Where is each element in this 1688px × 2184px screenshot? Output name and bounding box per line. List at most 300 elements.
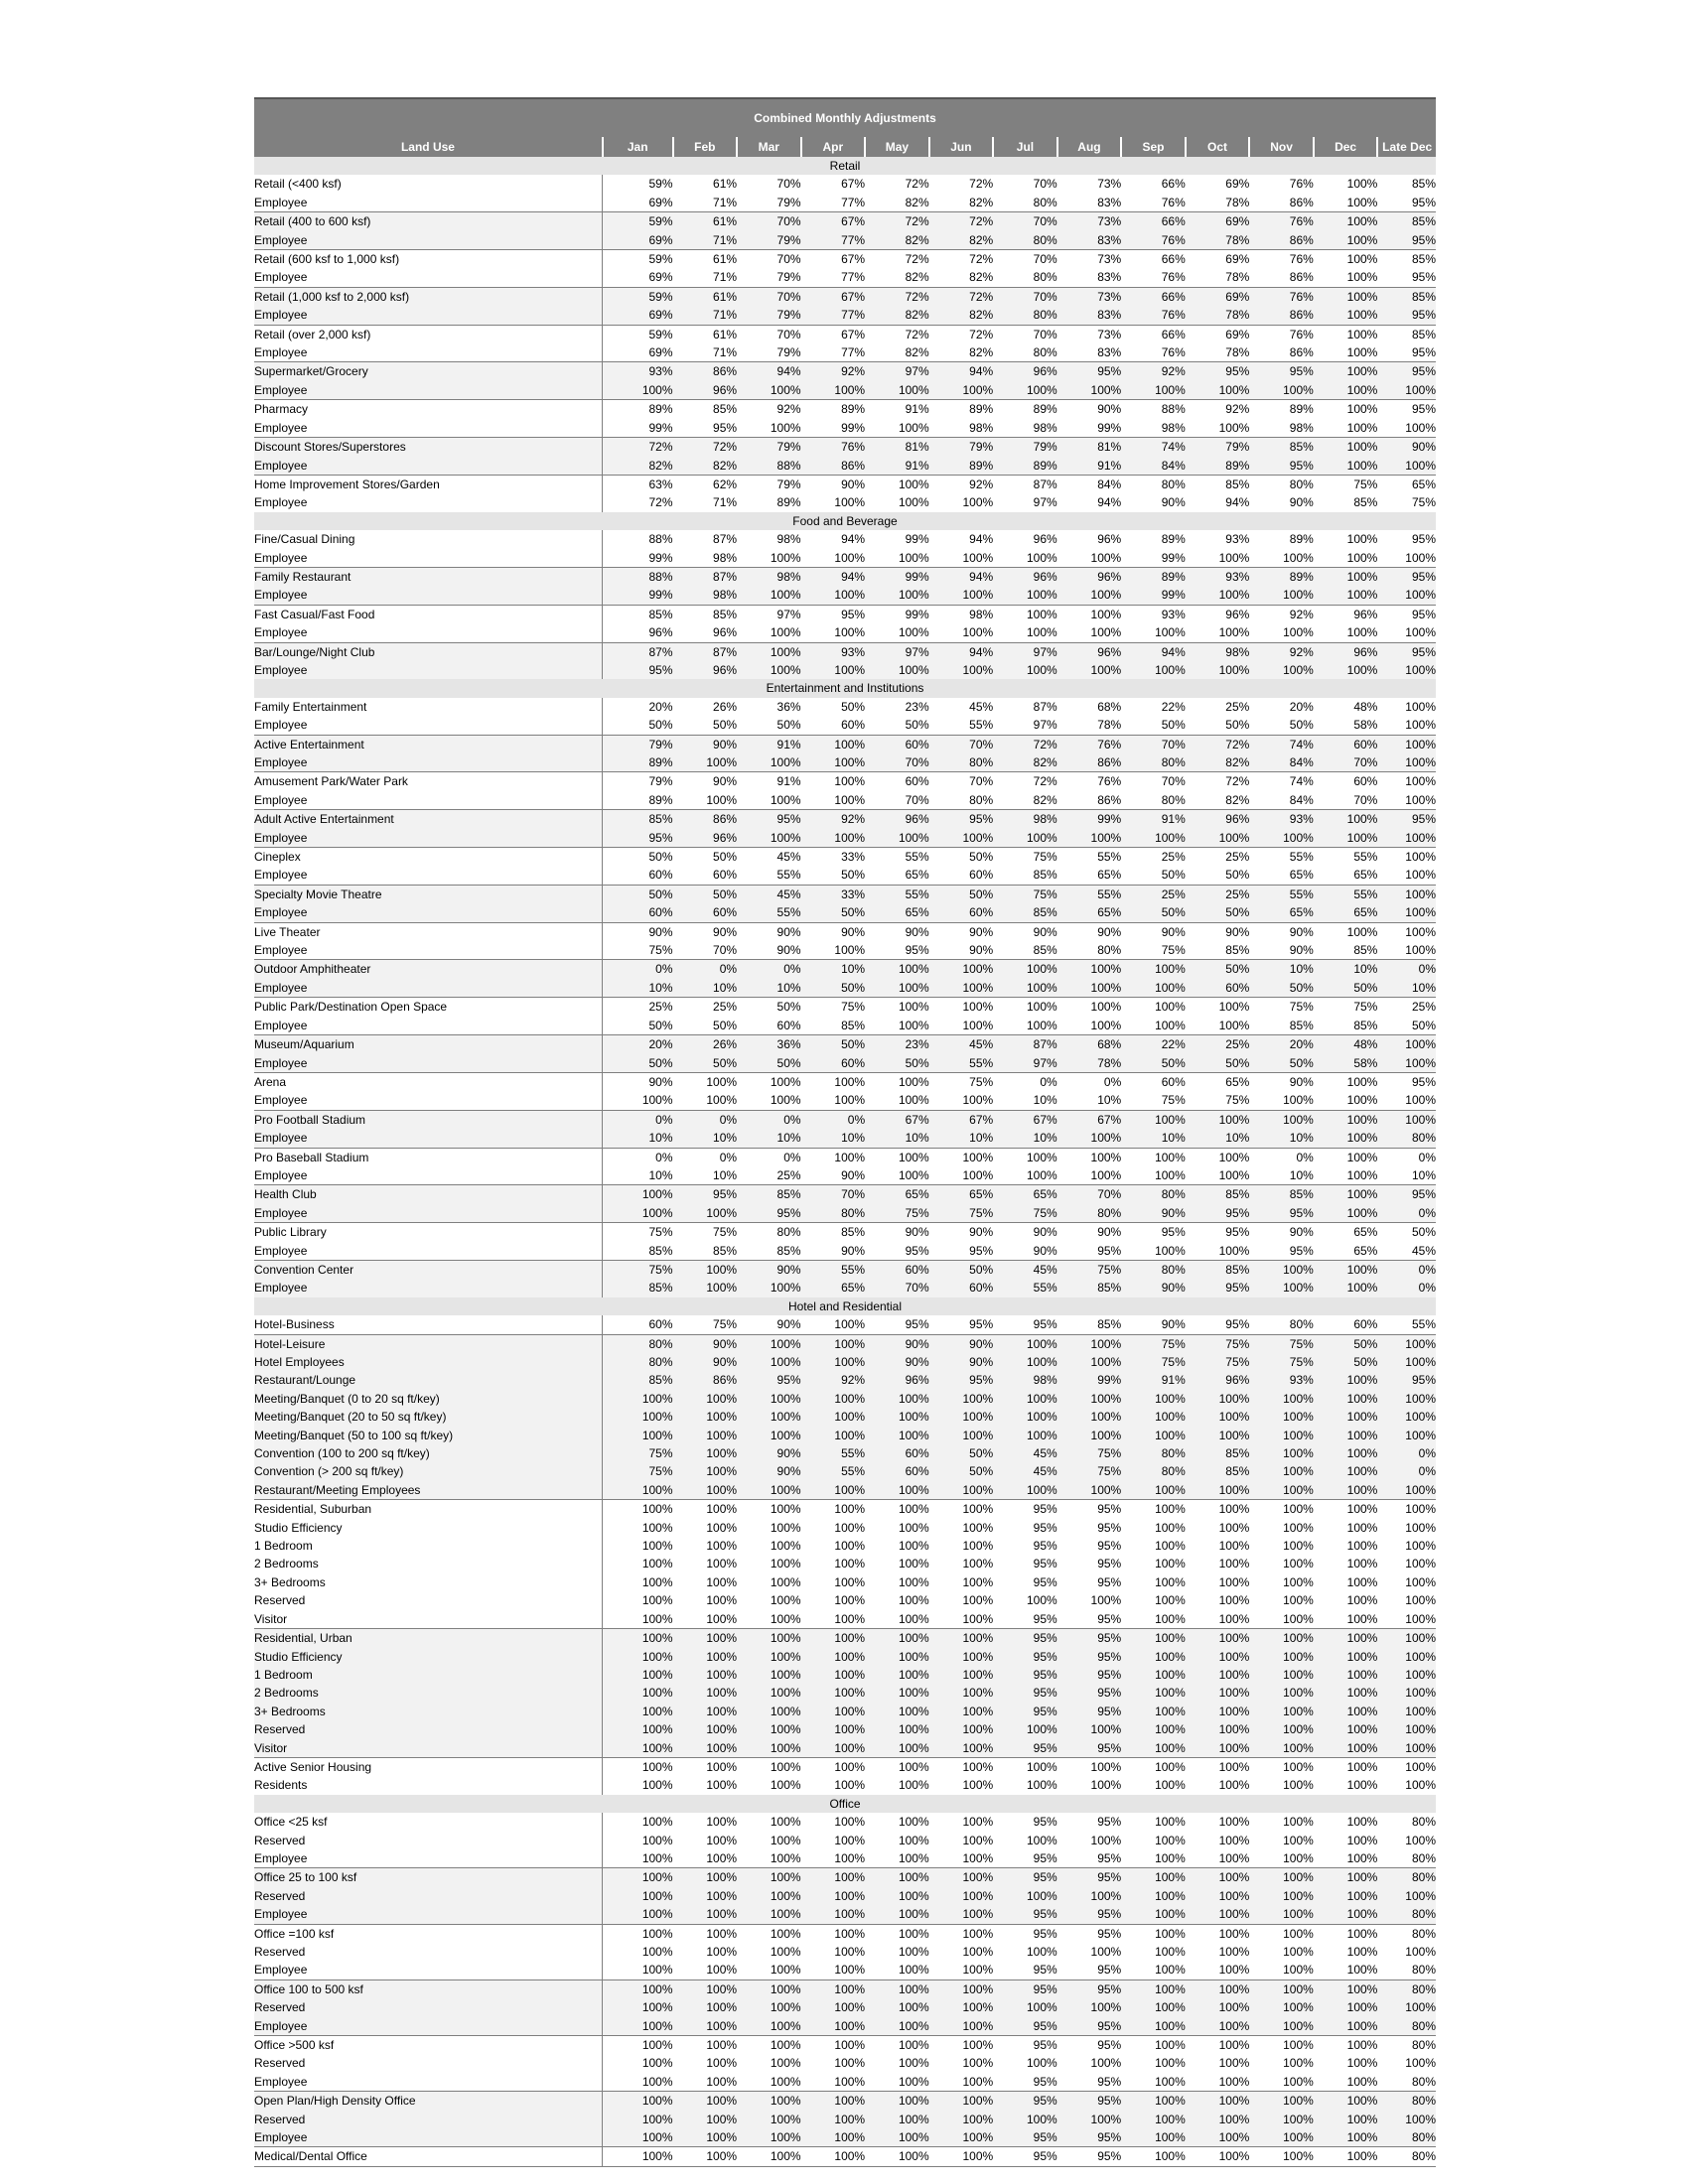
table-cell: 100%	[1249, 586, 1314, 605]
table-row	[254, 549, 1436, 568]
table-cell: 100%	[865, 475, 929, 493]
table-cell: 95%	[1097, 2074, 1122, 2089]
table-cell: 55%	[1249, 885, 1314, 903]
row-label: Open Plan/High Density Office	[254, 2092, 603, 2111]
table-cell: 92%	[929, 475, 994, 493]
table-cell: 94%	[929, 642, 994, 661]
table-cell: 100%	[673, 1279, 738, 1297]
table-cell: 100%	[865, 1703, 929, 1720]
table-cell: 10%	[1186, 1129, 1250, 1148]
table-cell: 100%	[1405, 1574, 1436, 1589]
table-cell: 70%	[865, 1279, 929, 1297]
table-cell: 90%	[929, 1223, 994, 1242]
table-cell: 95%	[1057, 1739, 1122, 1758]
table-cell: 76%	[1057, 772, 1122, 791]
table-row	[254, 960, 1436, 979]
table-cell: 100%	[1121, 2092, 1186, 2111]
table-cell: 100%	[1283, 1093, 1314, 1108]
row-label: Employee	[254, 2017, 603, 2036]
table-cell: 100%	[1377, 903, 1436, 922]
table-cell: 10%	[1097, 1093, 1122, 1108]
table-cell: 100%	[1314, 1666, 1378, 1684]
table-cell: 100%	[641, 1574, 673, 1589]
table-cell: 60%	[603, 903, 673, 922]
table-cell: 65%	[1097, 868, 1122, 883]
table-cell: 85%	[1411, 177, 1436, 192]
table-cell: 85%	[1289, 1018, 1314, 1032]
table-cell: 100%	[1249, 1757, 1314, 1776]
table-cell: 75%	[1161, 943, 1186, 958]
table-cell: 100%	[1121, 1481, 1186, 1500]
row-label: Public Library	[254, 1223, 603, 1242]
table-row	[254, 848, 1436, 867]
table-cell: 20%	[1249, 1035, 1314, 1054]
column-header: Apr	[801, 137, 866, 157]
table-cell: 89%	[993, 400, 1057, 419]
table-cell: 100%	[1314, 1720, 1378, 1738]
table-cell: 100%	[834, 1815, 866, 1830]
table-cell: 100%	[770, 792, 801, 807]
table-cell: 100%	[898, 1167, 929, 1182]
table-cell: 80%	[1377, 2147, 1436, 2166]
table-cell: 80%	[1411, 1850, 1436, 1865]
table-cell: 55%	[1411, 1317, 1436, 1332]
table-cell: 95%	[993, 1666, 1057, 1684]
table-cell: 75%	[1411, 495, 1436, 510]
table-cell: 82%	[865, 231, 929, 250]
table-cell: 84%	[1121, 457, 1186, 476]
table-row	[254, 979, 1436, 998]
table-cell: 82%	[929, 306, 994, 325]
table-row	[254, 623, 1436, 642]
table-row	[254, 250, 1436, 269]
table-cell: 20%	[1289, 699, 1314, 714]
table-cell: 100%	[865, 1148, 929, 1166]
table-cell: 100%	[1377, 848, 1436, 867]
table-cell: 65%	[1353, 1243, 1378, 1258]
table-cell: 62%	[673, 475, 738, 493]
table-cell: 76%	[1121, 306, 1186, 325]
table-cell: 73%	[1057, 287, 1122, 306]
table-cell: 0%	[1377, 1462, 1436, 1480]
row-label: Reserved	[254, 1591, 603, 1609]
table-cell: 100%	[929, 1408, 994, 1426]
table-cell: 100%	[1377, 753, 1436, 772]
table-cell: 100%	[603, 1500, 673, 1519]
table-cell: 100%	[1249, 1444, 1314, 1462]
table-cell: 100%	[1283, 1963, 1314, 1978]
table-cell: 10%	[1033, 1093, 1057, 1108]
table-cell: 100%	[801, 1666, 866, 1684]
table-cell: 95%	[1097, 1557, 1122, 1571]
table-cell: 100%	[1218, 1963, 1250, 1978]
table-cell: 100%	[1377, 1648, 1436, 1666]
table-cell: 100%	[898, 2056, 929, 2071]
table-cell: 61%	[673, 250, 738, 269]
table-cell: 75%	[993, 848, 1057, 867]
table-cell: 61%	[673, 325, 738, 343]
table-cell: 55%	[865, 885, 929, 903]
table-cell: 100%	[1377, 922, 1436, 941]
table-cell: 90%	[1161, 1317, 1186, 1332]
table-cell: 0%	[737, 1110, 801, 1129]
table-cell: 95%	[1057, 1500, 1122, 1519]
table-cell: 100%	[801, 1924, 866, 1943]
table-cell: 87%	[993, 475, 1057, 493]
table-cell: 72%	[905, 177, 929, 192]
table-cell: 65%	[1289, 868, 1314, 883]
table-cell: 100%	[1314, 1279, 1378, 1297]
table-cell: 98%	[1186, 642, 1250, 661]
table-cell: 73%	[1097, 177, 1122, 192]
table-cell: 95%	[905, 1243, 929, 1258]
row-label: Employee	[254, 941, 603, 960]
table-cell: 100%	[1090, 1167, 1122, 1182]
table-cell: 100%	[706, 1539, 738, 1554]
table-cell: 100%	[834, 792, 866, 807]
table-cell: 100%	[737, 1887, 801, 1905]
table-cell: 100%	[1186, 381, 1250, 400]
table-cell: 85%	[1186, 1462, 1250, 1480]
table-cell: 86%	[1289, 270, 1314, 285]
table-cell: 100%	[801, 1757, 866, 1776]
table-cell: 95%	[1411, 195, 1436, 209]
table-cell: 100%	[962, 1611, 994, 1626]
table-cell: 100%	[737, 1629, 801, 1648]
table-cell: 100%	[962, 1574, 994, 1589]
table-cell: 100%	[706, 1963, 738, 1978]
table-cell: 0%	[603, 960, 673, 979]
table-cell: 100%	[641, 1963, 673, 1978]
table-cell: 72%	[1186, 735, 1250, 753]
table-cell: 95%	[1249, 457, 1314, 476]
row-label: Reserved	[254, 1943, 603, 1961]
row-label: Retail (over 2,000 ksf)	[254, 325, 603, 343]
table-cell: 55%	[865, 848, 929, 867]
table-cell: 100%	[1121, 1110, 1186, 1129]
table-cell: 100%	[1186, 2128, 1250, 2147]
table-cell: 95%	[1411, 345, 1436, 360]
table-cell: 100%	[1283, 2074, 1314, 2089]
table-cell: 100%	[1218, 1243, 1250, 1258]
table-row	[254, 457, 1436, 476]
table-cell: 91%	[737, 772, 801, 791]
table-cell: 100%	[1283, 1557, 1314, 1571]
table-cell: 100%	[603, 381, 673, 400]
table-cell: 50%	[1186, 960, 1250, 979]
table-cell: 67%	[1057, 1110, 1122, 1129]
table-cell: 72%	[929, 287, 994, 306]
table-cell: 90%	[865, 922, 929, 941]
table-cell: 23%	[865, 1035, 929, 1054]
table-cell: 85%	[1353, 943, 1378, 958]
table-cell: 100%	[865, 1481, 929, 1500]
table-cell: 100%	[737, 1334, 801, 1353]
table-cell: 95%	[1289, 1243, 1314, 1258]
table-cell: 100%	[603, 1427, 673, 1444]
table-cell: 100%	[673, 1998, 738, 2016]
table-cell: 50%	[603, 1054, 673, 1073]
table-cell: 79%	[993, 438, 1057, 457]
table-cell: 50%	[929, 1260, 994, 1279]
table-cell: 100%	[1057, 1408, 1122, 1426]
table-cell: 100%	[898, 495, 929, 510]
table-cell: 100%	[737, 1500, 801, 1519]
table-cell: 55%	[969, 718, 994, 733]
table-cell: 100%	[1218, 1833, 1250, 1847]
table-cell: 100%	[962, 2056, 994, 2071]
table-cell: 95%	[993, 2147, 1057, 2166]
table-cell: 10%	[1411, 1167, 1436, 1182]
table-cell: 50%	[1225, 868, 1250, 883]
table-cell: 33%	[801, 885, 866, 903]
table-cell: 95%	[993, 2092, 1057, 2111]
table-cell: 70%	[993, 250, 1057, 269]
table-cell: 60%	[865, 1260, 929, 1279]
table-cell: 100%	[834, 550, 866, 565]
table-cell: 74%	[1121, 438, 1186, 457]
table-cell: 90%	[673, 735, 738, 753]
table-cell: 76%	[1121, 231, 1186, 250]
table-row	[254, 1832, 1436, 1849]
table-cell: 100%	[801, 1481, 866, 1500]
table-row	[254, 2073, 1436, 2092]
table-cell: 100%	[737, 2147, 801, 2166]
row-label: Supermarket/Grocery	[254, 362, 603, 381]
table-cell: 60%	[648, 1317, 673, 1332]
table-cell: 100%	[1155, 2056, 1186, 2071]
table-cell: 85%	[801, 1223, 866, 1242]
table-cell: 60%	[1314, 735, 1378, 753]
table-cell: 100%	[929, 2111, 994, 2128]
table-cell: 60%	[929, 903, 994, 922]
table-cell: 100%	[706, 1945, 738, 1959]
table-cell: 94%	[841, 532, 866, 547]
table-cell: 0%	[1377, 1148, 1436, 1166]
table-cell: 72%	[865, 287, 929, 306]
table-cell: 83%	[1057, 231, 1122, 250]
table-cell: 70%	[801, 1185, 866, 1204]
table-cell: 59%	[603, 250, 673, 269]
table-cell: 71%	[673, 306, 738, 325]
table-cell: 97%	[993, 1054, 1057, 1073]
table-cell: 100%	[1249, 1887, 1314, 1905]
table-cell: 100%	[673, 1979, 738, 1998]
table-cell: 95%	[1097, 1815, 1122, 1830]
table-cell: 100%	[1027, 1945, 1057, 1959]
table-cell: 10%	[1314, 960, 1378, 979]
table-cell: 10%	[603, 1129, 673, 1148]
table-cell: 80%	[1097, 943, 1122, 958]
table-cell: 80%	[1121, 475, 1186, 493]
table-cell: 100%	[737, 1684, 801, 1702]
table-cell: 81%	[1057, 438, 1122, 457]
table-cell: 80%	[1377, 1905, 1436, 1924]
table-cell: 80%	[929, 753, 994, 772]
row-label: Pro Football Stadium	[254, 1110, 603, 1129]
row-label: Employee	[254, 661, 603, 679]
table-cell: 100%	[929, 829, 994, 848]
table-cell: 95%	[1033, 1850, 1057, 1865]
table-row	[254, 1905, 1436, 1924]
table-cell: 95%	[1249, 362, 1314, 381]
row-label: Residential, Suburban	[254, 1500, 603, 1519]
row-label: Hotel-Business	[254, 1315, 603, 1334]
table-cell: 95%	[1097, 1574, 1122, 1589]
row-label: 1 Bedroom	[254, 1537, 603, 1555]
table-cell: 67%	[801, 212, 866, 231]
table-cell: 100%	[1027, 625, 1057, 640]
table-cell: 0%	[993, 1072, 1057, 1091]
table-cell: 100%	[1155, 1574, 1186, 1589]
table-cell: 100%	[1346, 2056, 1378, 2071]
table-cell: 100%	[1283, 2056, 1314, 2071]
table-cell: 93%	[801, 642, 866, 661]
table-row	[254, 306, 1436, 325]
table-cell: 100%	[1155, 1018, 1186, 1032]
table-cell: 96%	[865, 810, 929, 829]
table-cell: 95%	[929, 1371, 994, 1389]
table-cell: 100%	[1314, 1427, 1378, 1444]
table-cell: 10%	[737, 979, 801, 998]
table-cell: 70%	[1353, 792, 1378, 807]
table-cell: 100%	[706, 1815, 738, 1830]
table-cell: 100%	[801, 1684, 866, 1702]
table-cell: 77%	[841, 195, 866, 209]
table-row	[254, 381, 1436, 400]
table-cell: 100%	[834, 1317, 866, 1332]
table-cell: 100%	[993, 998, 1057, 1017]
table-cell: 100%	[641, 2056, 673, 2071]
table-cell: 67%	[993, 1110, 1057, 1129]
table-cell: 80%	[1377, 1129, 1436, 1148]
table-cell: 79%	[737, 231, 801, 250]
table-cell: 80%	[1033, 195, 1057, 209]
table-cell: 98%	[737, 567, 801, 586]
table-cell: 100%	[929, 1757, 994, 1776]
table-cell: 100%	[929, 661, 994, 679]
table-cell: 78%	[1225, 270, 1250, 285]
table-cell: 0%	[603, 1148, 673, 1166]
row-label: Employee	[254, 1091, 603, 1110]
table-cell: 100%	[706, 1833, 738, 1847]
table-cell: 100%	[1249, 381, 1314, 400]
table-cell: 90%	[1249, 922, 1314, 941]
row-label: Reserved	[254, 1887, 603, 1905]
table-cell: 97%	[737, 605, 801, 623]
table-cell: 80%	[1121, 1260, 1186, 1279]
table-cell: 93%	[1121, 605, 1186, 623]
table-cell: 100%	[834, 1520, 866, 1535]
row-label: Active Senior Housing	[254, 1757, 603, 1776]
table-cell: 100%	[1186, 1684, 1250, 1702]
table-cell: 100%	[1121, 1905, 1186, 1924]
table-cell: 90%	[1121, 1279, 1186, 1297]
table-cell: 95%	[1377, 306, 1436, 325]
table-cell: 50%	[737, 998, 801, 1017]
table-cell: 100%	[1377, 1629, 1436, 1648]
table-cell: 100%	[1121, 1979, 1186, 1998]
table-cell: 100%	[929, 1924, 994, 1943]
table-cell: 95%	[1033, 1963, 1057, 1978]
table-cell: 100%	[1249, 1979, 1314, 1998]
table-cell: 96%	[673, 829, 738, 848]
table-cell: 59%	[648, 177, 673, 192]
table-cell: 100%	[1249, 1390, 1314, 1408]
table-cell: 87%	[603, 642, 673, 661]
table-cell: 100%	[1249, 1905, 1314, 1924]
table-cell: 100%	[1377, 1684, 1436, 1702]
table-cell: 69%	[1186, 287, 1250, 306]
table-cell: 100%	[1405, 550, 1436, 565]
table-cell: 100%	[929, 1648, 994, 1666]
table-cell: 80%	[1411, 1815, 1436, 1830]
table-cell: 55%	[776, 868, 801, 883]
table-cell: 100%	[1186, 1500, 1250, 1519]
table-cell: 100%	[834, 1945, 866, 1959]
table-cell: 70%	[737, 212, 801, 231]
column-header: Aug	[1057, 137, 1122, 157]
table-cell: 92%	[1186, 400, 1250, 419]
table-cell: 90%	[929, 1353, 994, 1371]
table-cell: 95%	[993, 2128, 1057, 2147]
table-cell: 100%	[962, 1520, 994, 1535]
table-cell: 75%	[1186, 1334, 1250, 1353]
table-cell: 65%	[865, 1185, 929, 1204]
table-cell: 100%	[1186, 1648, 1250, 1666]
table-cell: 100%	[865, 1905, 929, 1924]
table-cell: 100%	[1377, 1427, 1436, 1444]
table-cell: 95%	[1225, 1317, 1250, 1332]
table-cell: 100%	[1346, 1963, 1378, 1978]
table-cell: 60%	[776, 1018, 801, 1032]
table-cell: 22%	[1121, 1035, 1186, 1054]
table-cell: 95%	[993, 1739, 1057, 1758]
row-label: Visitor	[254, 1739, 603, 1758]
table-cell: 100%	[1283, 625, 1314, 640]
table-cell: 45%	[929, 1035, 994, 1054]
table-cell: 65%	[1314, 1223, 1378, 1242]
table-cell: 100%	[1405, 2056, 1436, 2071]
table-cell: 100%	[1218, 420, 1250, 435]
table-cell: 95%	[1411, 532, 1436, 547]
table-cell: 80%	[603, 1334, 673, 1353]
table-cell: 100%	[737, 1868, 801, 1887]
table-cell: 100%	[1405, 1093, 1436, 1108]
table-cell: 50%	[1411, 1018, 1436, 1032]
table-cell: 66%	[1121, 212, 1186, 231]
table-cell: 100%	[603, 1666, 673, 1684]
table-cell: 100%	[673, 2092, 738, 2111]
table-cell: 100%	[993, 1353, 1057, 1371]
table-cell: 100%	[770, 1815, 801, 1830]
table-cell: 48%	[1353, 699, 1378, 714]
table-cell: 80%	[1289, 1317, 1314, 1332]
table-cell: 100%	[1405, 1833, 1436, 1847]
table-cell: 100%	[706, 1778, 738, 1793]
table-cell: 100%	[929, 2017, 994, 2036]
table-cell: 100%	[1249, 1739, 1314, 1758]
table-cell: 85%	[1377, 212, 1436, 231]
table-cell: 95%	[993, 1684, 1057, 1702]
table-cell: 90%	[993, 1223, 1057, 1242]
table-cell: 100%	[1249, 1998, 1314, 2016]
table-cell: 100%	[1249, 1629, 1314, 1648]
table-cell: 100%	[1121, 2017, 1186, 2036]
table-cell: 95%	[1057, 1629, 1122, 1648]
table-cell: 100%	[865, 1666, 929, 1684]
table-cell: 100%	[737, 753, 801, 772]
